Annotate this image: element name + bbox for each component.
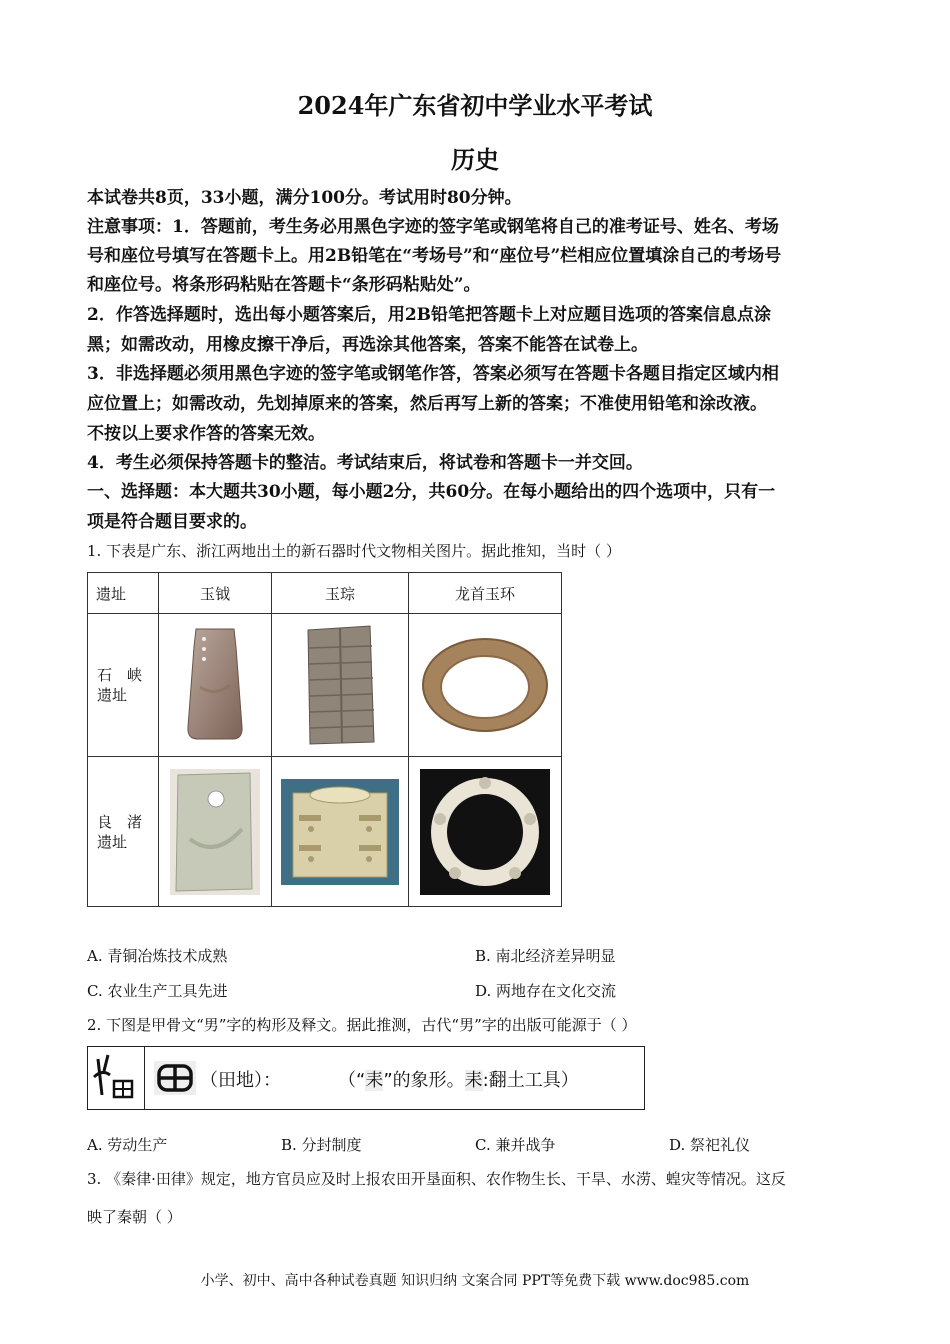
exam-title: 2024年广东省初中学业水平考试 <box>297 91 653 120</box>
row-label-liangzhu: 良 渚 遗址 <box>88 757 159 907</box>
subject-title: 历史 <box>451 145 499 174</box>
section-heading: 项是符合题目要求的。 <box>87 512 257 532</box>
q1-option-a[interactable]: A. 青铜冶炼技术成熟 <box>87 947 228 965</box>
shixia-jade-yue-image <box>159 614 272 757</box>
instruction-line: 黑；如需改动，用橡皮擦干净后，再选涂其他答案，答案不能答在试卷上。 <box>87 335 648 355</box>
explanation-text: （“耒”的象形。耒:翻土工具） <box>338 1070 579 1091</box>
liangzhu-dragon-ring-image <box>409 757 562 907</box>
shixia-jade-cong-image <box>272 614 409 757</box>
instruction-line: 注意事项：1．答题前，考生务必用黑色字迹的签字笔或钢笔将自己的准考证号、姓名、考场 <box>87 217 779 237</box>
q1-option-d[interactable]: D. 两地存在文化交流 <box>475 982 617 1000</box>
q2-option-d[interactable]: D. 祭祀礼仪 <box>669 1136 751 1154</box>
question-2-stem: 2. 下图是甲骨文“男”字的构形及释文。据此推测，古代“男”字的出版可能源于（ ） <box>87 1016 637 1034</box>
instruction-line: 2．作答选择题时，选出每小题答案后，用2B铅笔把答题卡上对应题目选项的答案信息点涂 <box>87 305 772 325</box>
instruction-line: 4．考生必须保持答题卡的整洁。考试结束后，将试卷和答题卡一并交回。 <box>87 453 643 473</box>
liangzhu-jade-cong-image <box>272 757 409 907</box>
section-heading: 一、选择题：本大题共30小题，每小题2分，共60分。在每小题给出的四个选项中，只有一 <box>87 482 776 502</box>
q1-option-b[interactable]: B. 南北经济差异明显 <box>475 947 616 965</box>
q2-option-b[interactable]: B. 分封制度 <box>281 1136 362 1154</box>
lei-char-2: 耒 <box>464 1070 483 1091</box>
footer-text: 小学、初中、高中各种试卷真题 知识归纳 文案合同 PPT等免费下载 www.doc985.com <box>200 1273 750 1289</box>
q1-option-c[interactable]: C. 农业生产工具先进 <box>87 982 228 1000</box>
instruction-line: 应位置上；如需改动，先划掉原来的答案，然后再写上新的答案；不准使用铅笔和涂改液。 <box>87 394 767 414</box>
field-label: （田地）： <box>200 1070 281 1091</box>
instruction-line: 号和座位号填写在答题卡上。用2B铅笔在“考场号”和“座位号”栏相应位置填涂自己的考场号 <box>87 246 782 266</box>
oracle-tian-glyph <box>154 1061 196 1095</box>
lei-char: 耒 <box>365 1070 384 1091</box>
question-1-stem: 1. 下表是广东、浙江两地出土的新石器时代文物相关图片。据此推知，当时（ ） <box>87 542 621 560</box>
question-3-stem-cont: 映了秦朝（ ） <box>87 1208 182 1226</box>
oracle-bone-box <box>87 1046 645 1110</box>
table-header-yue: 玉钺 <box>159 573 272 614</box>
oracle-nan-glyph <box>88 1047 145 1109</box>
instruction-line: 本试卷共8页，33小题，满分100分。考试用时80分钟。 <box>87 188 522 208</box>
q2-option-a[interactable]: A. 劳动生产 <box>87 1136 168 1154</box>
table-header-ring: 龙首玉环 <box>409 573 562 614</box>
instruction-line: 不按以上要求作答的答案无效。 <box>87 424 325 444</box>
table-header-site: 遗址 <box>88 573 159 614</box>
table-header-cong: 玉琮 <box>272 573 409 614</box>
q2-option-c[interactable]: C. 兼并战争 <box>475 1136 556 1154</box>
row-label-shixia: 石 峡 遗址 <box>88 614 159 757</box>
question-3-stem: 3. 《秦律·田律》规定，地方官员应及时上报农田开垦面积、农作物生长、干旱、水涝、蝗灾等情况。这反 <box>87 1170 786 1188</box>
instruction-line: 和座位号。将条形码粘贴在答题卡“条形码粘贴处”。 <box>87 275 481 295</box>
artifact-table <box>87 572 562 907</box>
shixia-dragon-ring-image <box>409 614 562 757</box>
instruction-line: 3．非选择题必须用黑色字迹的签字笔或钢笔作答，答案必须写在答题卡各题目指定区域内相 <box>87 364 779 384</box>
liangzhu-jade-yue-image <box>159 757 272 907</box>
